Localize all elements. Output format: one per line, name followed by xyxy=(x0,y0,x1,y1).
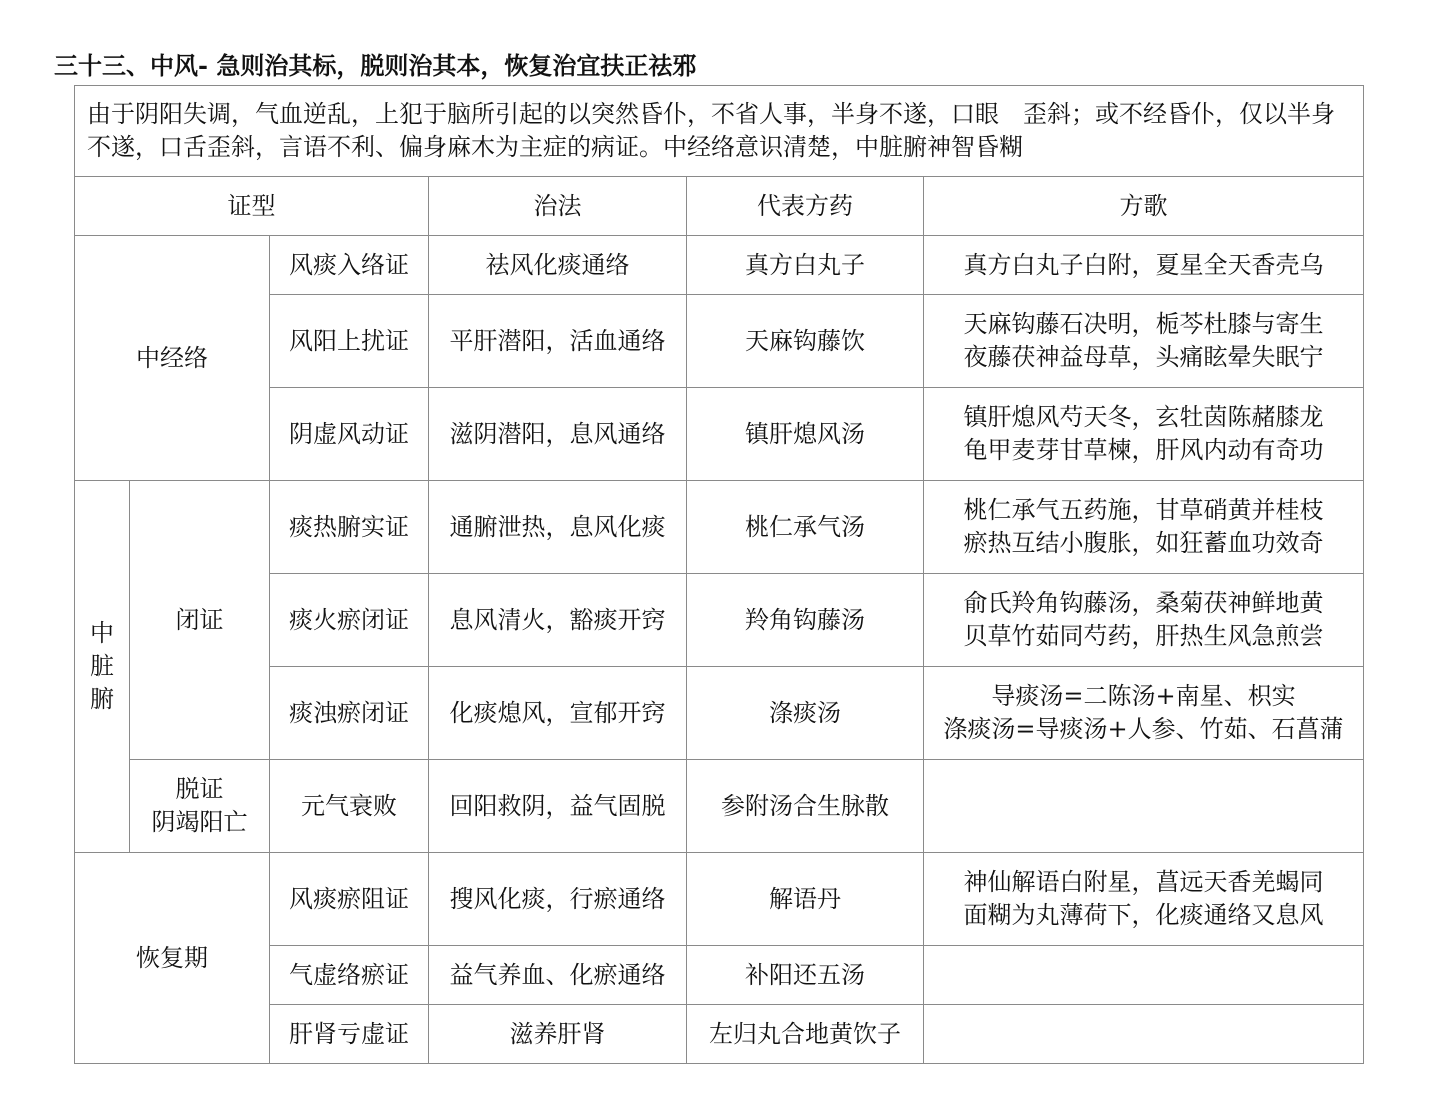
table-row xyxy=(75,760,1364,853)
treatment-cell: 化痰熄风，宣郁开窍 xyxy=(429,667,687,760)
treatment-cell: 益气养血、化瘀通络 xyxy=(429,946,687,1005)
syndrome-cell: 气虚络瘀证 xyxy=(270,946,429,1005)
song-cell xyxy=(924,236,1364,295)
song-line: 俞氏羚角钩藤汤，桑菊茯神鲜地黄 xyxy=(963,589,1324,617)
table-row xyxy=(75,481,1364,574)
song-cell xyxy=(924,295,1364,388)
song-line: 面糊为丸薄荷下，化痰通络又息风 xyxy=(963,901,1324,929)
description-text: 由于阴阳失调，气血逆乱，上犯于脑所引起的以突然昏仆，不省人事，半身不遂，口眼 歪斜；或不经昏仆，仅以半身不遂，口舌歪斜，言语不利、偏身麻木为主症的病证。中经络意识清楚，中脏腑神智昏糊 xyxy=(75,86,1364,177)
treatment-cell: 搜风化痰，行瘀通络 xyxy=(429,853,687,946)
song-cell xyxy=(924,574,1364,667)
song-line: 瘀热互结小腹胀，如狂蓄血功效奇 xyxy=(963,529,1324,557)
treatment-cell: 滋阴潜阳，息风通络 xyxy=(429,388,687,481)
song-line: 龟甲麦芽甘草楝，肝风内动有奇功 xyxy=(963,436,1324,464)
syndrome-cell: 风痰入络证 xyxy=(270,236,429,295)
table-row xyxy=(75,853,1364,946)
syndrome-cell: 风阳上扰证 xyxy=(270,295,429,388)
treatment-cell: 平肝潜阳，活血通络 xyxy=(429,295,687,388)
syndrome-table xyxy=(74,85,1364,1064)
song-cell xyxy=(924,481,1364,574)
song-line: 镇肝熄风芍天冬，玄牡茵陈赭膝龙 xyxy=(963,403,1324,431)
song-cell-empty xyxy=(924,760,1364,853)
formula-cell: 羚角钩藤汤 xyxy=(687,574,924,667)
formula-cell: 左归丸合地黄饮子 xyxy=(687,1005,924,1064)
treatment-cell: 息风清火，豁痰开窍 xyxy=(429,574,687,667)
treatment-cell: 滋养肝肾 xyxy=(429,1005,687,1064)
syndrome-cell: 阴虚风动证 xyxy=(270,388,429,481)
song-line: 夜藤茯神益母草，头痛眩晕失眠宁 xyxy=(963,343,1324,371)
song-cell xyxy=(924,667,1364,760)
song-cell-empty xyxy=(924,1005,1364,1064)
page-title: 三十三、中风- 急则治其标，脱则治其本，恢复治宜扶正祛邪 xyxy=(54,51,697,80)
syndrome-cell: 风痰瘀阻证 xyxy=(270,853,429,946)
syndrome-cell: 痰热腑实证 xyxy=(270,481,429,574)
treatment-cell: 回阳救阴，益气固脱 xyxy=(429,760,687,853)
group-zhongzangfu-char: 脏 xyxy=(90,652,114,680)
group-bizheng: 闭证 xyxy=(130,481,270,760)
formula-cell: 解语丹 xyxy=(687,853,924,946)
syndrome-cell: 元气衰败 xyxy=(270,760,429,853)
header-treatment: 治法 xyxy=(429,177,687,236)
header-song: 方歌 xyxy=(924,177,1364,236)
group-zhongjingluo: 中经络 xyxy=(75,236,270,481)
song-line: 涤痰汤=导痰汤+人参、竹茹、石菖蒲 xyxy=(943,715,1344,743)
table-row xyxy=(75,236,1364,295)
song-line: 天麻钩藤石决明，栀芩杜膝与寄生 xyxy=(963,310,1324,338)
header-row xyxy=(75,177,1364,236)
treatment-cell: 通腑泄热，息风化痰 xyxy=(429,481,687,574)
formula-cell: 桃仁承气汤 xyxy=(687,481,924,574)
group-tuozheng-line: 脱证 xyxy=(175,775,224,803)
song-line: 导痰汤=二陈汤+南星、枳实 xyxy=(991,682,1296,710)
song-line: 神仙解语白附星，菖远天香羌蝎同 xyxy=(963,868,1324,896)
song-line: 真方白丸子白附，夏星全天香壳乌 xyxy=(963,250,1324,279)
syndrome-cell: 痰浊瘀闭证 xyxy=(270,667,429,760)
formula-cell: 涤痰汤 xyxy=(687,667,924,760)
formula-cell: 补阳还五汤 xyxy=(687,946,924,1005)
syndrome-cell: 肝肾亏虚证 xyxy=(270,1005,429,1064)
group-zhongzangfu xyxy=(75,481,130,853)
header-type: 证型 xyxy=(75,177,429,236)
formula-cell: 参附汤合生脉散 xyxy=(687,760,924,853)
formula-cell: 天麻钩藤饮 xyxy=(687,295,924,388)
treatment-cell: 祛风化痰通络 xyxy=(429,236,687,295)
formula-cell: 真方白丸子 xyxy=(687,236,924,295)
song-cell-empty xyxy=(924,946,1364,1005)
group-tuozheng xyxy=(130,760,270,853)
syndrome-cell: 痰火瘀闭证 xyxy=(270,574,429,667)
formula-cell: 镇肝熄风汤 xyxy=(687,388,924,481)
group-zhongzangfu-char: 腑 xyxy=(90,685,114,713)
song-line: 贝草竹茹同芍药，肝热生风急煎尝 xyxy=(963,622,1324,650)
group-tuozheng-line: 阴竭阳亡 xyxy=(151,808,248,836)
description-row xyxy=(75,86,1364,177)
group-huifuqi: 恢复期 xyxy=(75,853,270,1064)
song-line: 桃仁承气五药施，甘草硝黄并桂枝 xyxy=(963,496,1324,524)
group-zhongzangfu-char: 中 xyxy=(90,619,114,647)
header-formula: 代表方药 xyxy=(687,177,924,236)
song-cell xyxy=(924,853,1364,946)
song-cell xyxy=(924,388,1364,481)
